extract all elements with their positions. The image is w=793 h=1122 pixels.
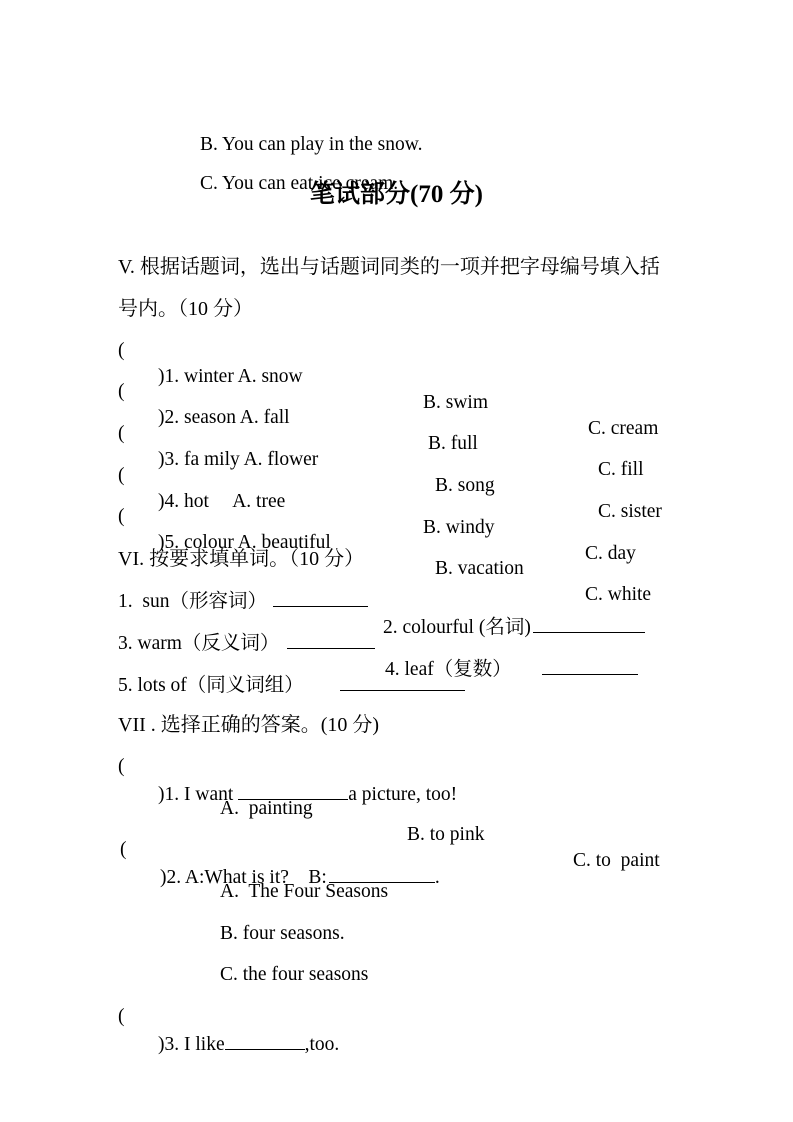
answer-paren: ( xyxy=(118,756,125,777)
answer-paren: ( xyxy=(118,1006,125,1027)
q2-option-b: B. four seasons. xyxy=(220,923,345,944)
q3-tail: ,too. xyxy=(304,1034,340,1055)
answer-paren: ( xyxy=(118,381,125,402)
q1-stem: )1. I want xyxy=(158,784,234,805)
q1-option-b: B. to pink xyxy=(407,824,485,845)
section-vii-instruction-text: VII . 选择正确的答案。(10 分) xyxy=(118,714,380,736)
answer-blank xyxy=(225,1030,305,1050)
q2-option-a: A. The Four Seasons xyxy=(220,881,389,902)
question-stem: )5. colour A. beautiful xyxy=(158,532,331,553)
written-section-heading: 笔试部分(70 分) xyxy=(310,181,483,208)
question-stem: )1. winter A. snow xyxy=(158,366,303,387)
option-c: C. sister xyxy=(598,501,662,522)
q2-stem: )2. A:What is it? B: xyxy=(160,867,327,888)
option-c: C. fill xyxy=(598,459,644,480)
fill-item-3-label: 3. warm（反义词） xyxy=(118,633,280,654)
answer-paren: ( xyxy=(118,340,125,361)
answer-paren: ( xyxy=(118,465,125,486)
option-c: C. day xyxy=(585,543,636,564)
section-vii-q3 xyxy=(0,978,793,1056)
fill-item-2-label: 2. colourful (名词) xyxy=(383,617,531,638)
answer-paren: ( xyxy=(118,506,125,527)
option-c: C. cream xyxy=(588,418,659,439)
q3-stem-line xyxy=(158,1030,339,1058)
q2-option-c: C. the four seasons xyxy=(220,964,369,985)
question-stem: )2. season A. fall xyxy=(158,407,290,428)
option-c: C. white xyxy=(585,584,652,605)
option-b-text: B. You can play in the snow. xyxy=(200,134,423,155)
fill-item-4-label: 4. leaf（复数） xyxy=(385,659,512,680)
option-b: B. song xyxy=(435,475,495,496)
q1-option-a: A. painting xyxy=(220,798,313,819)
question-stem: )3. fa mily A. flower xyxy=(158,449,319,470)
q3-stem: )3. I like xyxy=(158,1034,225,1055)
option-b: B. full xyxy=(428,433,478,454)
fill-item-5-label: 5. lots of（同义词组） xyxy=(118,675,304,696)
answer-paren: ( xyxy=(120,839,127,860)
option-c-text: C. You can eat ice cream. xyxy=(200,173,399,194)
question-stem: )4. hot A. tree xyxy=(158,491,286,512)
section-vi-instruction-text: VI. 按要求填单词。（10 分） xyxy=(118,548,365,570)
section-v-instruction-text1: V. 根据话题词，选出与话题词同类的一项并把字母编号填入括 xyxy=(118,256,660,278)
option-b: B. vacation xyxy=(435,558,524,579)
q1-option-c: C. to paint xyxy=(573,850,660,871)
option-b: B. swim xyxy=(423,392,489,413)
answer-paren: ( xyxy=(118,423,125,444)
q2-tail: . xyxy=(434,867,440,888)
option-b: B. windy xyxy=(423,517,495,538)
q1-tail: a picture, too! xyxy=(348,784,458,805)
fill-item-1-label: 1. sun（形容词） xyxy=(118,591,267,612)
section-v-instruction-text2: 号内。（10 分） xyxy=(118,298,253,320)
